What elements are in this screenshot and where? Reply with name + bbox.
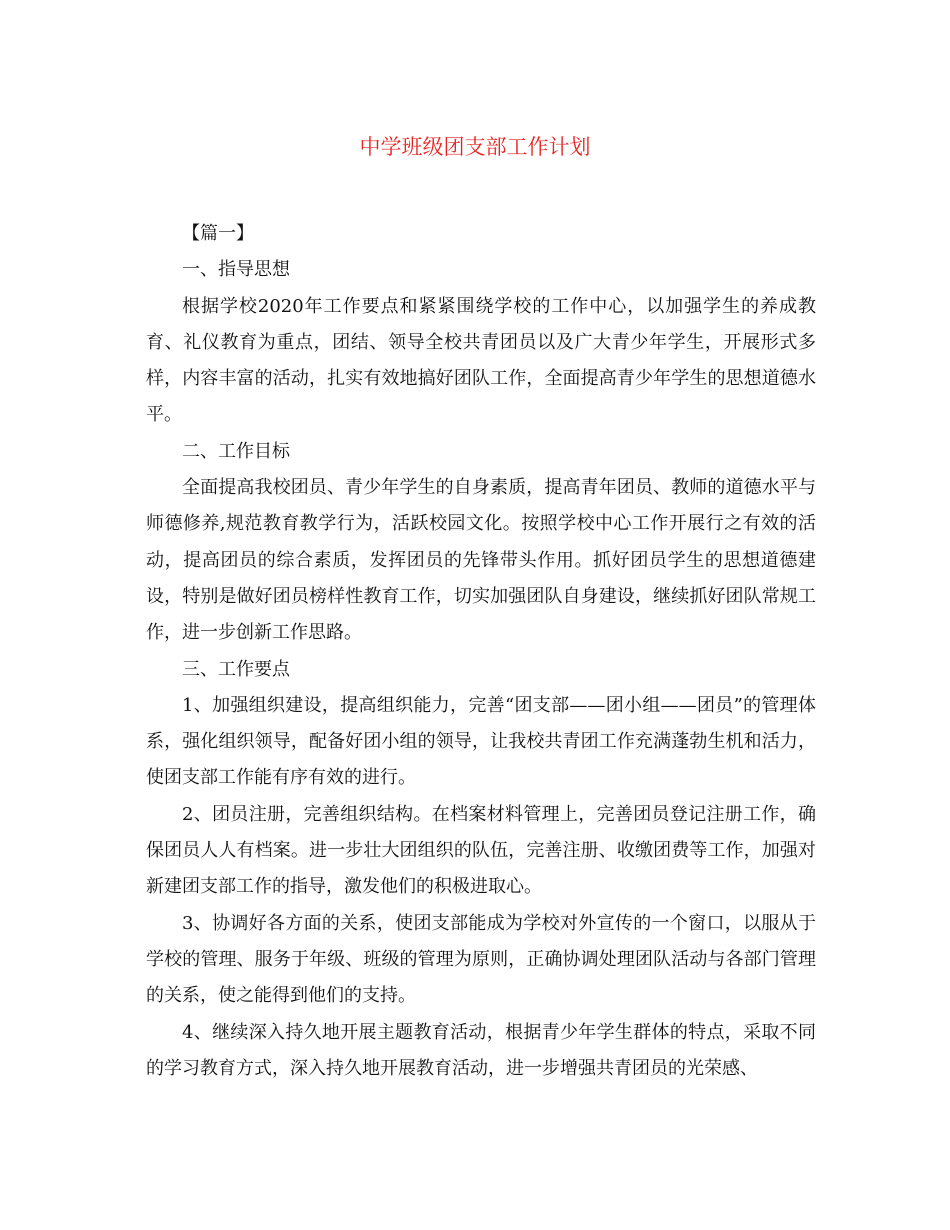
document-body — [146, 216, 816, 1087]
paragraph-point-1: 1、加强组织建设，提高组织能力，完善“团支部——团小组——团员”的管理体系，强化组织领导，配备好团小组的领导，让我校共青团工作充满蓬勃生机和活力，使团支部工作能有序有效的进行。 — [146, 694, 816, 789]
heading-work-goals: 二、工作目标 — [182, 440, 290, 462]
section-marker: 【篇一】 — [182, 223, 254, 244]
paragraph-point-2: 2、团员注册，完善组织结构。在档案材料管理上，完善团员登记注册工作，确保团员人人有档案。进一步壮大团组织的队伍，完善注册、收缴团费等工作，加强对新建团支部工作的指导，激发他们的积极进取心。 — [146, 803, 816, 898]
paragraph-point-4: 4、继续深入持久地开展主题教育活动，根据青少年学生群体的特点，采取不同的学习教育方式，深入持久地开展教育活动，进一步增强共青团员的光荣感、 — [146, 1021, 816, 1079]
paragraph-guiding-ideology: 根据学校2020年工作要点和紧紧围绕学校的工作中心，以加强学生的养成教育、礼仪教育为重点，团结、领导全校共青团员以及广大青少年学生，开展形式多样，内容丰富的活动，扎实有效地搞好团队工作，全面提高青少年学生的思想道德水平。 — [146, 295, 816, 426]
heading-guiding-ideology: 一、指导思想 — [182, 259, 290, 281]
heading-work-points: 三、工作要点 — [182, 658, 290, 680]
paragraph-point-3: 3、协调好各方面的关系，使团支部能成为学校对外宣传的一个窗口，以服从于学校的管理、服务于年级、班级的管理为原则，正确协调处理团队活动与各部门管理的关系，使之能得到他们的支持。 — [146, 912, 816, 1007]
document-title: 中学班级团支部工作计划 — [359, 135, 591, 159]
paragraph-work-goals: 全面提高我校团员、青少年学生的自身素质，提高青年团员、教师的道德水平与师德修养,规范教育教学行为，活跃校园文化。按照学校中心工作开展行之有效的活动，提高团员的综合素质，发挥团员的先锋带头作用。抓好团员学生的思想道德建设，特别是做好团员榜样性教育工作，切实加强团队自身建设，继续抓好团队常规工作，进一步创新工作思路。 — [146, 477, 816, 644]
